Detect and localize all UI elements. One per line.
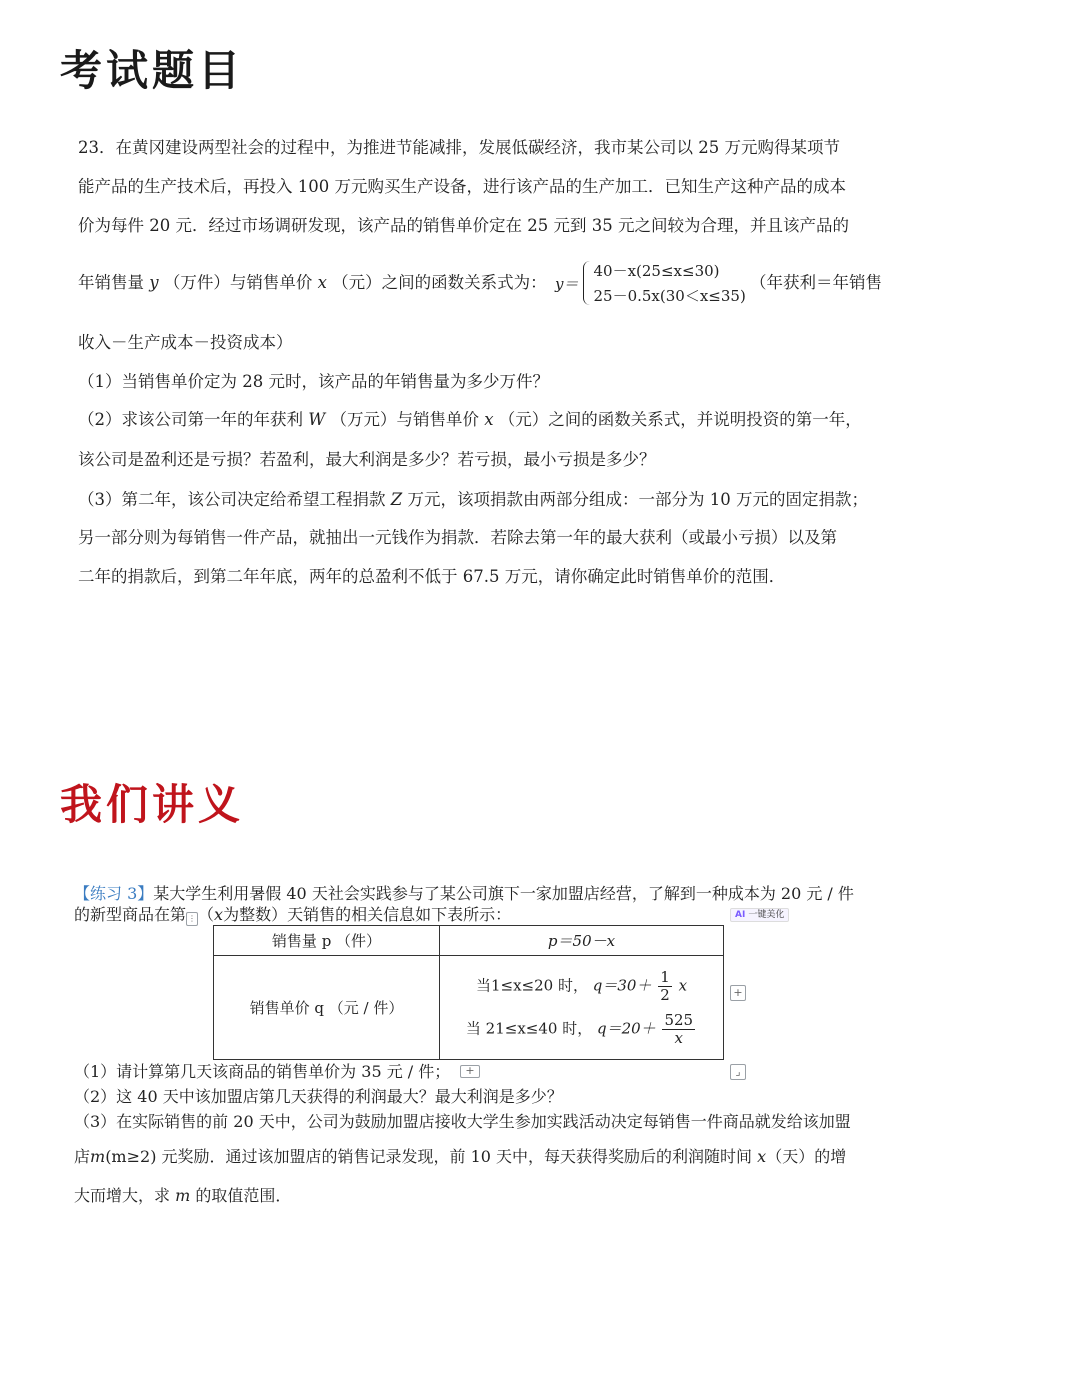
case-1-var: x <box>678 976 688 994</box>
practice-line-1 <box>74 884 854 904</box>
q2-b: （万元）与销售单价 <box>330 410 479 429</box>
price-case-1 <box>440 969 723 1004</box>
embed-icon[interactable]: ⋮ <box>186 912 198 926</box>
piecewise-function <box>555 259 746 307</box>
q3-a: （3）第二年，该公司决定给希望工程捐款 <box>78 490 386 509</box>
q3-line2-b: (m≥2) 元奖励．通过该加盟店的销售记录发现，前 10 天中，每天获得奖励后的利润随时间 <box>105 1147 753 1166</box>
practice-question-1: （1）请计算第几天该商品的销售单价为 35 元 / 件； <box>74 1062 451 1081</box>
exam-heading: 考试题目 <box>60 46 245 95</box>
fraction-half <box>658 969 672 1004</box>
practice-question-3-line-1: （3）在实际销售的前 20 天中，公司为鼓励加盟店接收大学生参加实践活动决定每销售一件商品就发给该加盟 <box>74 1112 851 1131</box>
var-m-2: m <box>175 1186 191 1205</box>
var-x-time: x <box>757 1147 767 1166</box>
resize-handle-icon[interactable]: ⌟ <box>730 1064 746 1080</box>
table-row <box>214 926 724 956</box>
table-cell-label: 销售量 p （件） <box>214 926 440 956</box>
question-3-line-3: 二年的捐款后，到第二年年底，两年的总盈利不低于 67.5 万元，请你确定此时销售单价的范围． <box>78 567 786 586</box>
table-cell-value: p＝50－x <box>440 926 724 956</box>
add-column-button[interactable]: + <box>730 985 746 1001</box>
piecewise-case-1: 40－x(25≤x≤30) <box>593 262 720 280</box>
table-cell-label: 销售单价 q （元 / 件） <box>214 956 440 1060</box>
piecewise-cases <box>593 260 745 306</box>
line4-suffix: （年获利＝年销售 <box>750 273 882 292</box>
var-x-q2: x <box>484 410 494 429</box>
practice-question-3-line-2 <box>74 1147 846 1167</box>
case-1-condition: 当1≤x≤20 时， <box>475 976 588 994</box>
add-row-button[interactable]: + <box>460 1065 480 1078</box>
problem-line-2: 能产品的生产技术后，再投入 100 万元购买生产设备，进行该产品的生产加工．已知生产这种产品的成本 <box>78 177 846 196</box>
practice-tag: 【练习 3】 <box>74 884 154 903</box>
piecewise-case-2: 25－0.5x(30＜x≤35) <box>593 287 746 305</box>
q2-c: （元）之间的函数关系式，并说明投资的第一年， <box>498 410 862 429</box>
price-case-2 <box>440 1012 723 1047</box>
question-2-line-2: 该公司是盈利还是亏损？若盈利，最大利润是多少？若亏损，最小亏损是多少？ <box>78 450 656 469</box>
q3-line2-a: 店 <box>74 1147 91 1166</box>
q3-line3-a: 大而增大，求 <box>74 1186 171 1205</box>
table-row <box>214 956 724 1060</box>
sales-table <box>213 925 724 1060</box>
practice-line-2-c: 为整数）天销售的相关信息如下表所示： <box>223 905 512 924</box>
var-m: m <box>90 1147 106 1166</box>
problem-line-3: 价为每件 20 元．经过市场调研发现，该产品的销售单价定在 25 元到 35 元之间较为合理，并且该产品的 <box>78 216 849 235</box>
question-2-line-1 <box>78 410 888 430</box>
brace <box>583 261 590 305</box>
practice-line-1-rest: 某大学生利用暑假 40 天社会实践参与了某公司旗下一家加盟店经营，了解到一种成本为 20 元 / 件 <box>153 884 854 903</box>
practice-line-2-b: （ <box>198 905 215 924</box>
ai-beautify-button[interactable] <box>730 908 789 922</box>
fraction-denominator: 2 <box>660 985 670 1004</box>
question-3-line-2: 另一部分则为每销售一件产品，就抽出一元钱作为捐款．若除去第一年的最大获利（或最小亏损）以及第 <box>78 528 837 547</box>
problem-line-5: 收入－生产成本－投资成本） <box>78 333 293 352</box>
q3-line2-c: （天）的增 <box>766 1147 847 1166</box>
ai-beautify-label: 一键美化 <box>748 910 785 920</box>
line4-mid1: （万件）与销售单价 <box>163 273 313 292</box>
case-2-eq: q＝20＋ <box>596 1019 656 1037</box>
var-x: x <box>317 273 327 292</box>
fraction-denominator: x <box>674 1028 684 1047</box>
question-1: （1）当销售单价定为 28 元时，该产品的年销售量为多少万件？ <box>78 372 549 391</box>
q3-b: 万元，该项捐款由两部分组成：一部分为 10 万元的固定捐款； <box>407 490 868 509</box>
q3-line3-b: 的取值范围． <box>195 1186 292 1205</box>
line4-mid2: （元）之间的函数关系式为： <box>332 273 547 292</box>
case-2-condition: 当 21≤x≤40 时， <box>465 1019 593 1037</box>
practice-line-2 <box>74 905 511 925</box>
var-y: y <box>149 273 159 292</box>
case-1-eq: q＝30＋ <box>592 976 652 994</box>
line4-prefix: 年销售量 <box>78 273 144 292</box>
var-W: W <box>308 410 326 429</box>
q2-a: （2）求该公司第一年的年获利 <box>78 410 303 429</box>
practice-line-2-a: 的新型商品在第 <box>74 905 187 924</box>
piecewise-lhs: y＝ <box>555 274 579 293</box>
fraction-numerator: 525 <box>664 1010 694 1029</box>
fraction-525-over-x <box>662 1012 695 1047</box>
practice-var-x: x <box>214 905 224 924</box>
problem-line-1: 23．在黄冈建设两型社会的过程中，为推进节能减排，发展低碳经济，我市某公司以 25 万元购得某项节 <box>78 138 840 157</box>
ai-icon: AI <box>735 910 746 920</box>
practice-question-3-line-3 <box>74 1186 291 1206</box>
question-3-line-1 <box>78 490 888 510</box>
lecture-heading: 我们讲义 <box>60 780 245 829</box>
var-Z: Z <box>390 490 403 509</box>
practice-question-2: （2）这 40 天中该加盟店第几天获得的利润最大？最大利润是多少？ <box>74 1087 563 1106</box>
fraction-numerator: 1 <box>660 967 670 986</box>
table-cell-cases <box>440 956 724 1060</box>
